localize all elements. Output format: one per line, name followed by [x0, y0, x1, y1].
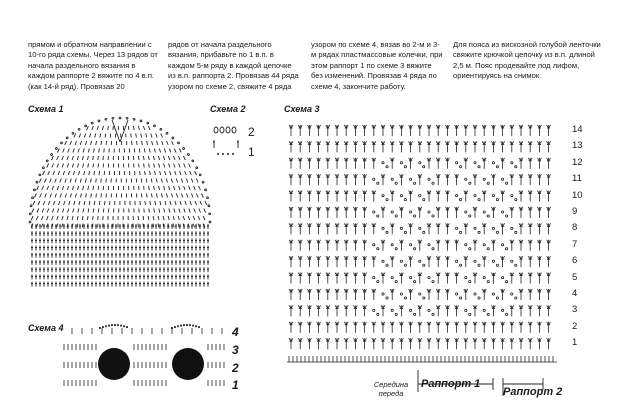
scheme-4-label: Схема 4: [28, 323, 64, 333]
seredina-line-2: переда: [378, 389, 404, 398]
scheme-3-row-number: 9: [572, 206, 578, 217]
text-column-1: прямом и обратном направлении с 10-го ряда схемы. Через 13 рядов от начала раздельного вязания в каждом раппорте 2 вяжите по 4 в.п. (как 14-й ряд). Провязав 20: [28, 40, 158, 91]
scheme-3-row-number: 4: [572, 288, 578, 299]
seredina-label: [367, 380, 415, 398]
scheme-3-row-number: 13: [572, 140, 583, 152]
scheme-3-diagram: [283, 118, 565, 368]
scheme-1-label: Схема 1: [28, 104, 64, 114]
rapport-2-label: Раппорт 2: [503, 386, 563, 398]
scheme-1-diagram: [25, 112, 215, 297]
seredina-line-1: Середина: [373, 380, 409, 389]
scheme-3-row-number: 3: [572, 304, 578, 316]
scheme-4-row-2: 2: [232, 361, 239, 375]
scheme-3-row-number: 6: [572, 255, 578, 267]
scheme-3-row-number: 8: [572, 222, 578, 234]
ring-left: [98, 348, 130, 380]
scheme-3-row-number: 12: [572, 156, 583, 168]
scheme-3-row-number: 5: [572, 271, 578, 283]
scheme-3-row-number: 1: [572, 337, 578, 349]
scheme-4-row-3: 3: [232, 343, 239, 357]
scheme-3-row-number: 14: [572, 124, 583, 135]
text-column-3: узором по схеме 4, вязав во 2-м и 3-м рядах пластмассовые колечки, при этом раппорт 1 по схеме 3 вяжите без изменений. Провязав 4 ряда по схеме 4, закончите работу.: [311, 40, 443, 91]
rapport-1-label: Раппорт 1: [421, 378, 481, 390]
ring-right: [172, 348, 204, 380]
text-column-2: рядов от начала раздельного вязания, прибавьте по 1 в.п. в каждом 5-м ряду в каждой цепочке из в.п. раппорта 2. Провязав 44 ряда узором по схеме 2, свяжите 4 ряда: [168, 40, 299, 91]
scheme-2-label: Схема 2: [210, 104, 246, 114]
scheme-4-row-4: 4: [232, 325, 239, 339]
scheme-3-label: Схема 3: [284, 104, 320, 114]
scheme-2-row-2: 2: [248, 125, 255, 139]
text-column-4: Для пояса из вискозной голубой ленточки свяжите крючкой цепочку из в.п. длиной 2,5 м. Пояс продевайте под лифом, ориентируясь на снимок.: [453, 40, 601, 81]
scheme-2-diagram: [210, 122, 246, 162]
scheme-2-row-1: 1: [248, 145, 255, 159]
scheme-3-row-number: 11: [572, 173, 582, 185]
scheme-3-row-number: 10: [572, 189, 583, 201]
scheme-3-row-number: 2: [572, 320, 578, 332]
scheme-4-diagram: [60, 322, 230, 392]
scheme-4-row-1: 1: [232, 378, 239, 392]
scheme-3-row-number: 7: [572, 238, 578, 250]
